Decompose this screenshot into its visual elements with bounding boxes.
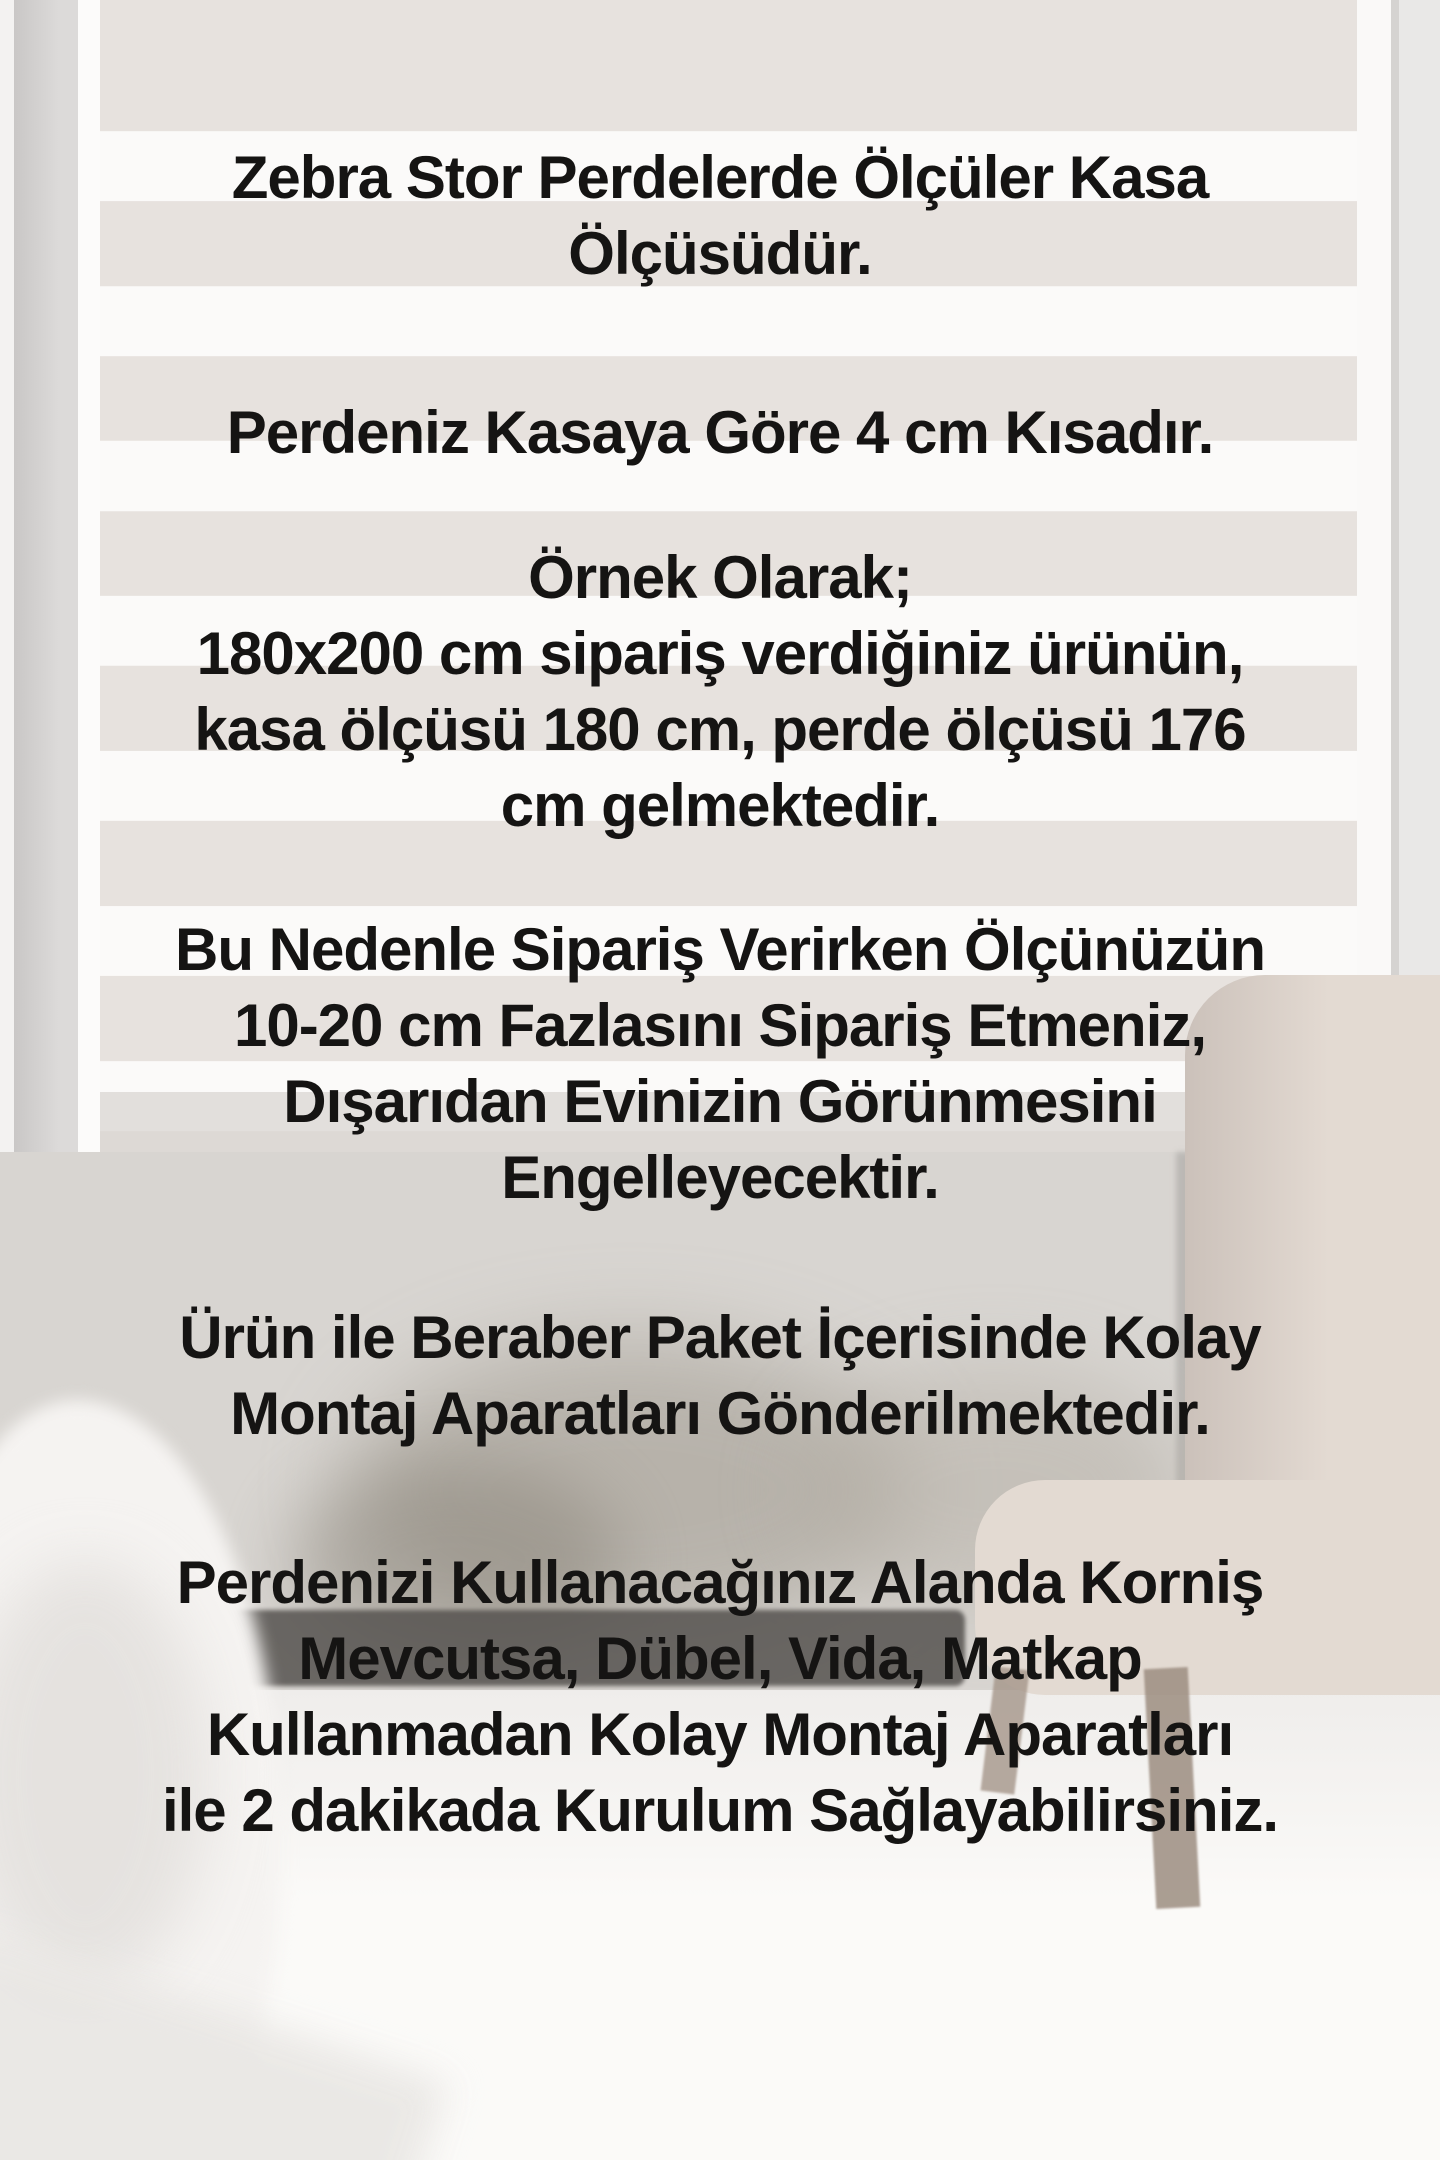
- text-line: Dışarıdan Evinizin Görünmesini: [283, 1068, 1157, 1135]
- text-block-kisa-uyari: [0, 395, 1440, 471]
- text-line: ile 2 dakikada Kurulum Sağlayabilirsiniz.: [161, 1777, 1279, 1844]
- text-line: Bu Nedenle Sipariş Verirken Ölçünüzün: [175, 916, 1265, 983]
- text-block-ornek: [0, 540, 1440, 844]
- text-line: Mevcutsa, Dübel, Vida, Matkap: [298, 1625, 1142, 1692]
- text-block-kurulum: [0, 1545, 1440, 1849]
- text-line: Engelleyecektir.: [501, 1144, 939, 1211]
- text-line: 10-20 cm Fazlasını Sipariş Etmeniz,: [233, 992, 1207, 1059]
- text-line: Ürün ile Beraber Paket İçerisinde Kolay: [179, 1304, 1261, 1371]
- text-line: Zebra Stor Perdelerde Ölçüler Kasa: [231, 144, 1209, 211]
- text-line: 180x200 cm sipariş verdiğiniz ürünün,: [196, 620, 1244, 687]
- text-line: Perdenizi Kullanacağınız Alanda Korniş: [176, 1549, 1264, 1616]
- text-line: Ölçüsüdür.: [568, 220, 872, 287]
- text-line: Örnek Olarak;: [528, 544, 912, 611]
- text-line: Perdeniz Kasaya Göre 4 cm Kısadır.: [226, 399, 1214, 466]
- text-line: cm gelmektedir.: [500, 772, 940, 839]
- text-line: Kullanmadan Kolay Montaj Aparatları: [206, 1701, 1234, 1768]
- text-block-kasa-olcusu: [0, 140, 1440, 292]
- text-line: kasa ölçüsü 180 cm, perde ölçüsü 176: [194, 696, 1246, 763]
- text-block-paket: [0, 1300, 1440, 1452]
- text-line: Montaj Aparatları Gönderilmektedir.: [230, 1380, 1210, 1447]
- text-block-siparis-tavsiye: [0, 912, 1440, 1216]
